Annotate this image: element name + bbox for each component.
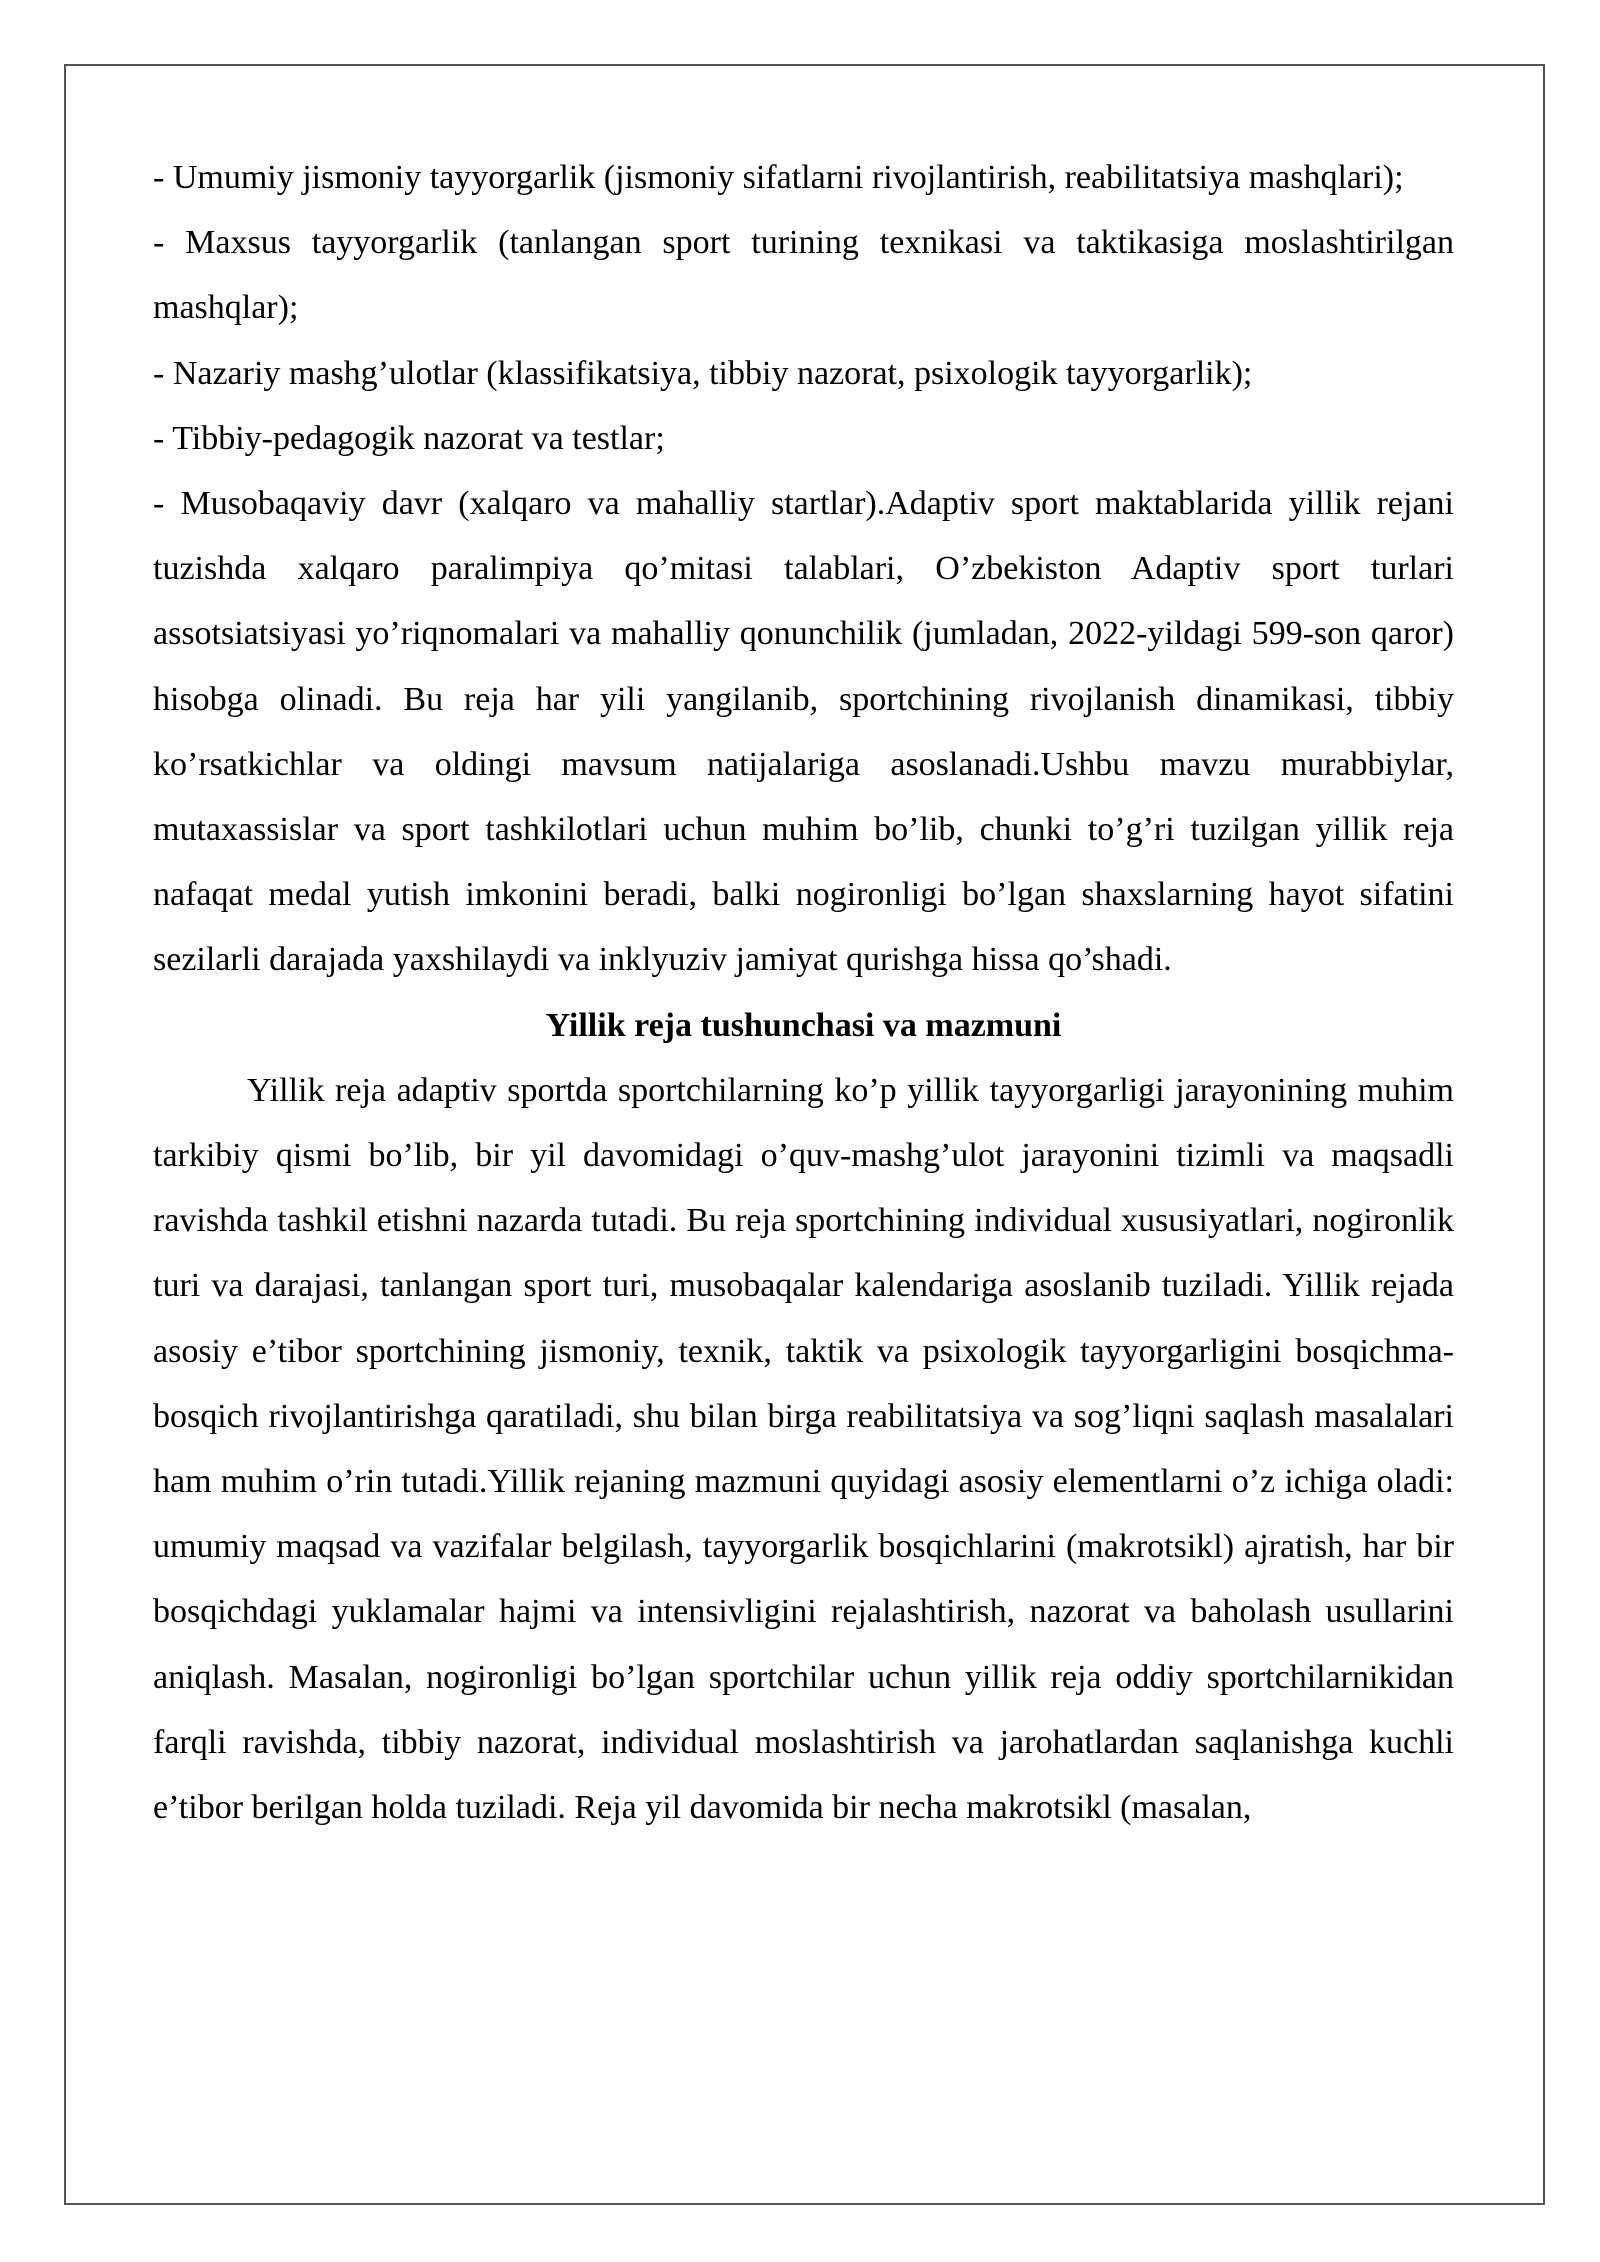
list-item-special-training: - Maxsus tayyorgarlik (tanlangan sport turining texnikasi va taktikasiga moslashtirilgan mashqlar);: [153, 224, 1454, 327]
section-paragraph: Yillik reja adaptiv sportda sportchilarning ko’p yillik tayyorgarligi jarayonining muhim tarkibiy qismi bo’lib, bir yil davomidagi o’quv-mashg’ulot jarayonini tizimli va maqsadli ravishda tashkil etishni nazarda tutadi. Bu reja sportchining individual xususiyatlari, nogironlik turi va darajasi, tanlangan sport turi, musobaqalar kalendariga asoslanib tuziladi. Yillik rejada asosiy e’tibor sportchining jismoniy, texnik, taktik va psixologik tayyorgarligini bosqichma-bosqich rivojlantirishga qaratiladi, shu bilan birga reabilitatsiya va sog’liqni saqlash masalalari ham muhim o’rin tutadi.Yillik rejaning mazmuni quyidagi asosiy elementlarni o’z ichiga oladi: umumiy maqsad va vazifalar belgilash, tayyorgarlik bosqichlarini (makrotsikl) ajratish, har bir bosqichdagi yuklamalar hajmi va intensivligini rejalashtirish, nazorat va baholash usullarini aniqlash. Masalan, nogironligi bo’lgan sportchilar uchun yillik reja oddiy sportchilarnikidan farqli ravishda, tibbiy nazorat, individual moslashtirish va jarohatlardan saqlanishga kuchli e’tibor berilgan holda tuziladi. Reja yil davomida bir necha makrotsikl (masalan,: [153, 1071, 1454, 1827]
list-item-competition-period: - Musobaqaviy davr (xalqaro va mahalliy startlar).Adaptiv sport maktablarida yillik rejani tuzishda xalqaro paralimpiya qo’mitasi talablari, O’zbekiston Adaptiv sport turlari assotsiatsiyasi yo’riqnomalari va mahalliy qonunchilik (jumladan, 2022-yildagi 599-son qaror) hisobga olinadi. Bu reja har yili yangilanib, sportchining rivojlanish dinamikasi, tibbiy ko’rsatkichlar va oldingi mavsum natijalariga asoslanadi.Ushbu mavzu murabbiylar, mutaxassislar va sport tashkilotlari uchun muhim bo’lib, chunki to’g’ri tuzilgan yillik reja nafaqat medal yutish imkonini beradi, balki nogironligi bo’lgan shaxslarning hayot sifatini sezilarli darajada yaxshilaydi va inklyuziv jamiyat qurishga hissa qo’shadi.: [153, 485, 1454, 979]
section-heading: Yillik reja tushunchasi va mazmuni: [545, 1006, 1062, 1044]
list-item-general-training: - Umumiy jismoniy tayyorgarlik (jismoniy sifatlarni rivojlantirish, reabilitatsiya mashqlari);: [153, 159, 1404, 196]
document-body: [153, 145, 1454, 1840]
list-item-theory-sessions: - Nazariy mashg’ulotlar (klassifikatsiya, tibbiy nazorat, psixologik tayyorgarlik);: [153, 354, 1253, 392]
list-item-medical-control: - Tibbiy-pedagogik nazorat va testlar;: [153, 419, 665, 457]
